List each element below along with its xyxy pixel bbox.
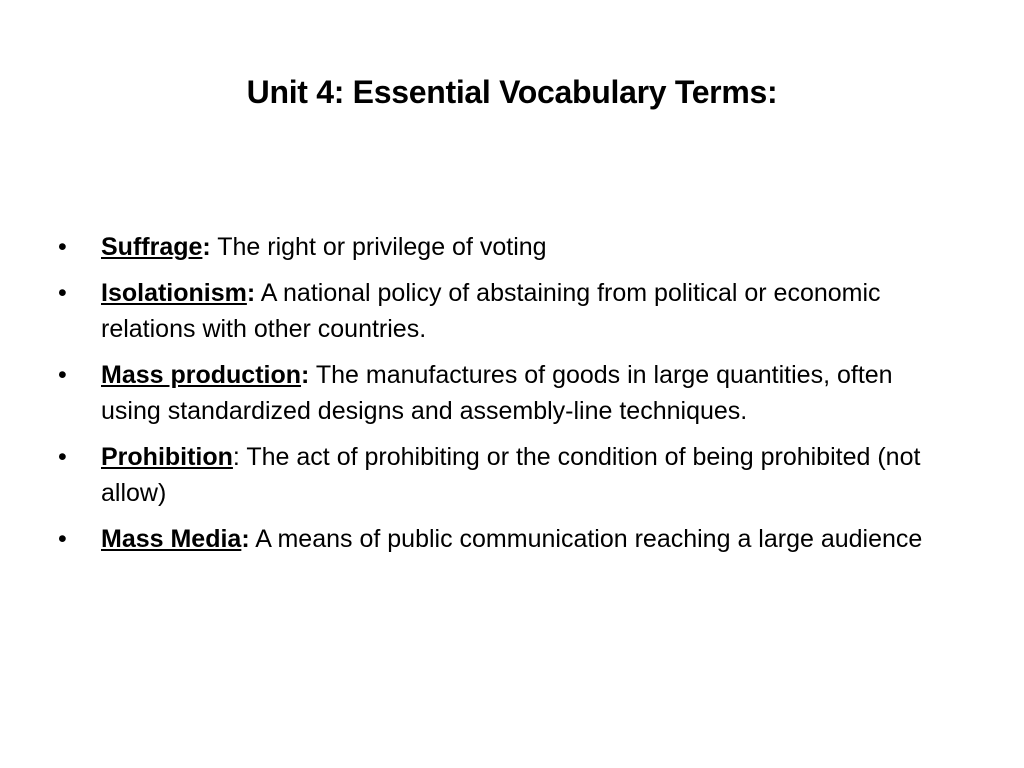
term-label: Mass production bbox=[101, 361, 302, 389]
bullet-icon: • bbox=[58, 279, 67, 307]
vocabulary-list bbox=[58, 229, 958, 567]
bullet-icon: • bbox=[58, 443, 67, 471]
term-separator: : bbox=[301, 361, 310, 389]
slide-title: Unit 4: Essential Vocabulary Terms: bbox=[246, 74, 778, 110]
list-item bbox=[58, 357, 958, 429]
term-separator: : bbox=[202, 233, 211, 261]
term-separator: : bbox=[241, 525, 250, 553]
bullet-icon: • bbox=[58, 233, 67, 261]
term-label: Prohibition bbox=[101, 443, 233, 471]
term-definition: The right or privilege of voting bbox=[210, 233, 547, 261]
term-definition: The act of prohibiting or the condition of being prohibited (not allow) bbox=[101, 443, 921, 507]
term-definition: A means of public communication reaching a large audience bbox=[249, 525, 923, 553]
list-item bbox=[58, 439, 958, 511]
list-item bbox=[58, 275, 958, 347]
term-label: Mass Media bbox=[101, 525, 242, 553]
term-label: Isolationism bbox=[101, 279, 247, 307]
list-item bbox=[58, 229, 958, 265]
term-separator: : bbox=[246, 279, 256, 307]
term-label: Suffrage bbox=[101, 233, 203, 261]
bullet-icon: • bbox=[58, 525, 67, 553]
bullet-icon: • bbox=[58, 361, 67, 389]
list-item bbox=[58, 521, 958, 557]
term-definition: A national policy of abstaining from political or economic relations with other countries. bbox=[101, 279, 881, 343]
term-separator: : bbox=[232, 443, 240, 471]
term-definition: The manufactures of goods in large quantities, often using standardized designs and assembly-line techniques. bbox=[101, 361, 893, 425]
